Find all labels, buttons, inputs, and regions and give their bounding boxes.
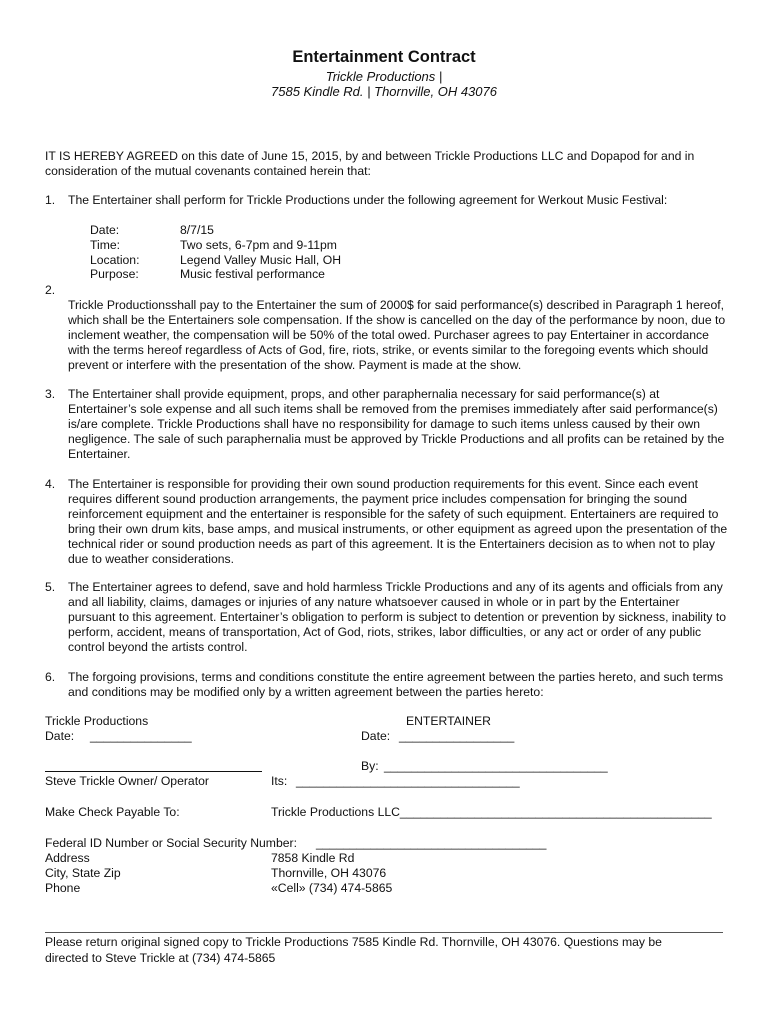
phone-label: Phone — [45, 881, 81, 895]
clause-text: The Entertainer shall provide equipment, props, and other paraphernalia necessary for said performance(s) at Entertainer’s sole expense and all such items shall be removed from the premises immediately after said performance(s) is/are complete. Trickle Productions shall have no responsibility for damage to such items unless caused by their own negligence. The sale of such paraphernalia must be approved by Trickle Productions and all profits can be retained by the Entertainer. — [68, 387, 725, 461]
city-label: City, State Zip — [45, 866, 121, 880]
payable-label: Make Check Payable To: — [45, 805, 180, 819]
clause-number: 6. — [45, 670, 56, 684]
by-signature-field[interactable]: _________________________________ — [384, 759, 608, 773]
page-title: Entertainment Contract — [292, 48, 476, 66]
clause-number: 1. — [45, 193, 56, 207]
address-label: Address — [45, 851, 90, 865]
clause-2-number: 2. — [45, 283, 56, 297]
payee-name: Trickle Productions LLC — [271, 805, 400, 819]
footer-line-2: directed to Steve Trickle at (734) 474-5865 — [45, 951, 276, 965]
owner-title: Steve Trickle Owner/ Operator — [45, 774, 209, 788]
clause-text: Trickle Productionsshall pay to the Entertainer the sum of 2000$ for said performance(s) described in Paragraph 1 hereof, which shall be the Entertainers sole compensation. If the show is cancelled on the day of the performance by noon, due to inclement weather, the compensation will be 50% of the total owed. Purchaser agrees to pay Entertainer in accordance with the terms hereof regardless of Acts of God, fire, riots, strike, or events similar to the foregoing events which should prevent or interfere with the presentation of the show. Payment is made at the show. — [68, 298, 726, 372]
clause-text: The Entertainer is responsible for providing their own sound production requirements for this event. Since each event requires different sound production arrangements, the payment price includes compensation for bringing the sound reinforcement equipment and the entertainer is responsible for the safety of such equipment. Entertainers are required to bring their own drum kits, base amps, and musical instruments, or other equipment as agreed upon the presentation of the technical rider or sound production needs as part of this agreement. It is the Entertainers decision as to when not to play due to weather considerations. — [68, 477, 728, 566]
clause-text: The Entertainer agrees to defend, save and hold harmless Trickle Productions and any of its agents and officials from any and all liability, claims, damages or injuries of any nature whatsoever caused in whole or in part by the Entertainer pursuant to this agreement. Entertainer’s obligation to perform is subject to detention or prevention by sickness, inability to perform, accident, means of transportation, Act of God, riots, strikes, labor difficulties, or any act or order of any public control beyond the artists control. — [68, 580, 727, 654]
phone-value: «Cell» (734) 474-5865 — [271, 881, 393, 895]
promoter-name: Trickle Productions — [45, 714, 149, 728]
intro-paragraph: IT IS HEREBY AGREED on this date of June 15, 2015, by and between Trickle Productions LLC and Dopapod for and in consideration of the mutual covenants contained herein that: — [45, 149, 695, 178]
clause-number: 5. — [45, 580, 56, 594]
entertainer-date-label: Date: — [361, 729, 391, 743]
promoter-date-field[interactable]: _______________ — [90, 729, 192, 743]
its-field[interactable]: _________________________________ — [296, 774, 520, 788]
entertainer-heading: ENTERTAINER — [406, 714, 491, 728]
by-label: By: — [361, 759, 379, 773]
company-name: Trickle Productions | — [325, 69, 443, 84]
company-address: 7585 Kindle Rd. | Thornville, OH 43076 — [271, 84, 497, 99]
detail-row-location: Location: Legend Valley Music Hall, OH — [90, 252, 341, 267]
clause-number: 4. — [45, 477, 56, 491]
clause-text: The Entertainer shall perform for Trickle Productions under the following agreement for Werkout Music Festival: — [68, 193, 668, 207]
promoter-date-label: Date: — [45, 729, 75, 743]
payable-value — [271, 805, 712, 820]
detail-row-time: Time: Two sets, 6-7pm and 9-11pm — [90, 237, 337, 252]
payee-field[interactable]: ______________________________________________ — [399, 805, 712, 819]
its-label: Its: — [271, 774, 288, 788]
federal-id-field[interactable]: __________________________________ — [316, 836, 547, 850]
footer-divider — [45, 932, 723, 933]
detail-row-date: Date: 8/7/15 — [90, 223, 214, 237]
clause-number: 3. — [45, 387, 56, 401]
entertainer-date-field[interactable]: _________________ — [399, 729, 515, 743]
performance-details — [90, 223, 341, 282]
federal-id-label: Federal ID Number or Social Security Number: — [45, 836, 297, 850]
city-value: Thornville, OH 43076 — [271, 866, 387, 880]
address-value: 7858 Kindle Rd — [271, 851, 355, 865]
clause-text: The forgoing provisions, terms and conditions constitute the entire agreement between the parties hereto, and such terms and conditions may be modified only by a written agreement between the parties hereto: — [68, 670, 724, 699]
detail-row-purpose: Purpose: Music festival performance — [90, 267, 325, 282]
footer-line-1: Please return original signed copy to Trickle Productions 7585 Kindle Rd. Thornville, OH 43076. Questions may be — [45, 935, 662, 949]
promoter-signature-line[interactable] — [45, 771, 262, 772]
